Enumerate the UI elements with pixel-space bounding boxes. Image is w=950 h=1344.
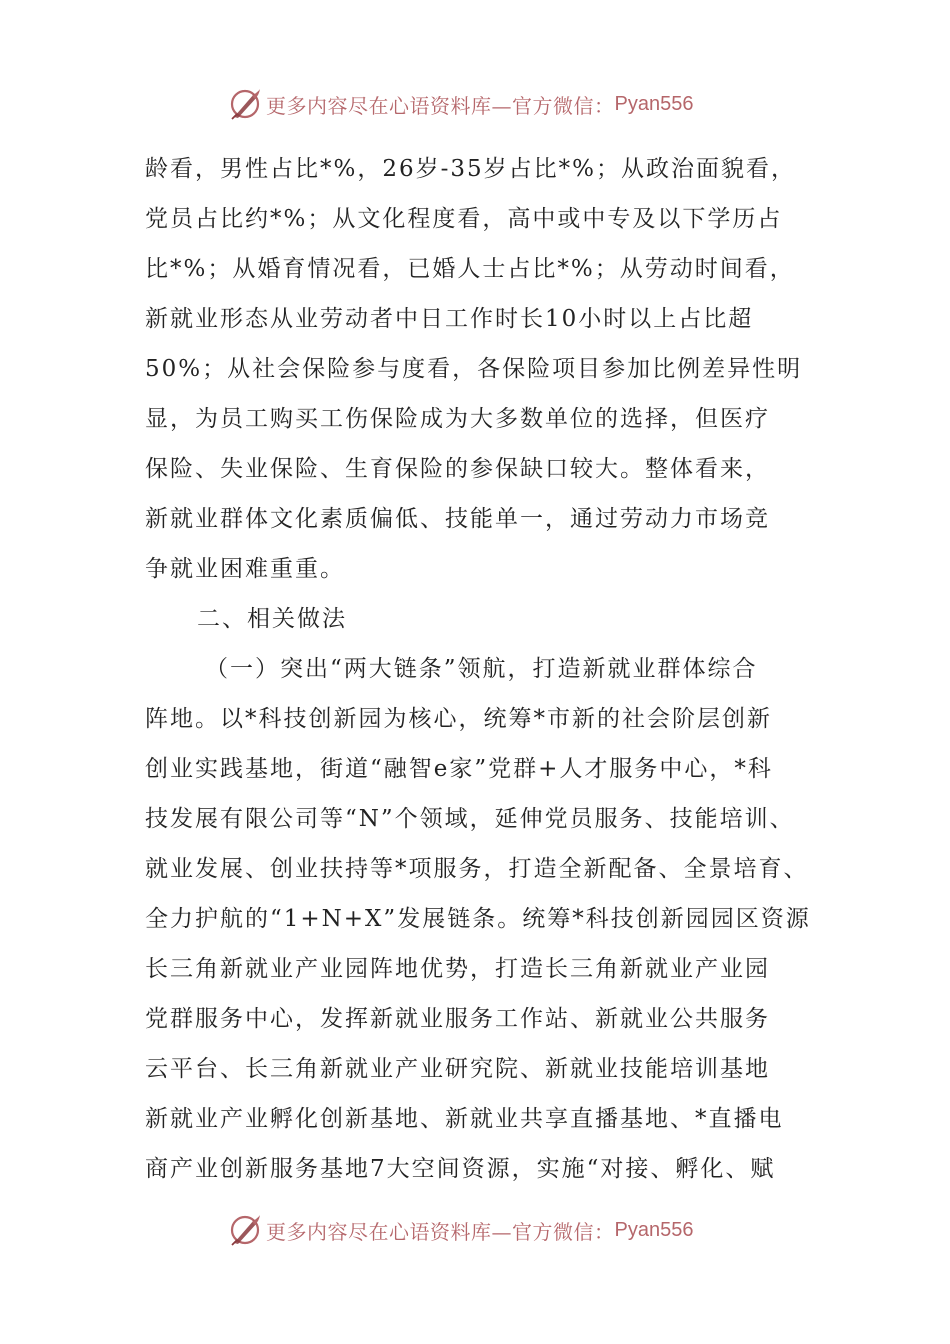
watermark-wechat-id: Pyan556: [614, 92, 694, 115]
text-line: 50%；从社会保险参与度看，各保险项目参加比例差异性明: [145, 356, 803, 382]
text-line: 技发展有限公司等“N”个领域，延伸党员服务、技能培训、: [145, 806, 795, 832]
text-line: 新就业群体文化素质偏低、技能单一，通过劳动力市场竞: [145, 506, 770, 532]
text-line: 党员占比约*%；从文化程度看，高中或中专及以下学历占: [145, 206, 783, 232]
watermark-text: 更多内容尽在心语资料库—官方微信：: [266, 93, 615, 118]
text-line: 龄看，男性占比*%，26岁-35岁占比*%；从政治面貌看，: [145, 156, 797, 182]
watermark-header: [228, 84, 693, 124]
text-line: 党群服务中心，发挥新就业服务工作站、新就业公共服务: [145, 1006, 770, 1032]
text-line: 阵地。以*科技创新园为核心，统筹*市新的社会阶层创新: [145, 706, 772, 732]
watermark-text: 更多内容尽在心语资料库—官方微信：: [266, 1219, 615, 1244]
text-line: 争就业困难重重。: [145, 556, 345, 582]
quill-pen-logo-icon: [228, 87, 262, 121]
text-line: 比*%；从婚育情况看，已婚人士占比*%；从劳动时间看，: [145, 256, 795, 282]
document-body: [145, 144, 825, 1244]
text-line: 云平台、长三角新就业产业研究院、新就业技能培训基地: [145, 1056, 770, 1082]
text-line: 新就业形态从业劳动者中日工作时长10小时以上占比超: [145, 306, 754, 332]
text-line: 显，为员工购买工伤保险成为大多数单位的选择，但医疗: [145, 406, 770, 432]
text-line: 创业实践基地，街道“融智e家”党群+人才服务中心，*科: [145, 756, 773, 782]
subsection-heading: （一）突出“两大链条”领航，打造新就业群体综合: [205, 656, 758, 682]
text-line: 全力护航的“1+N+X”发展链条。统筹*科技创新园园区资源: [145, 906, 811, 932]
watermark-footer: [228, 1210, 693, 1250]
text-line: 商产业创新服务基地7大空间资源，实施“对接、孵化、赋: [145, 1156, 776, 1182]
section-heading: 二、相关做法: [197, 606, 347, 632]
watermark-wechat-id: Pyan556: [614, 1218, 694, 1241]
text-line: 保险、失业保险、生育保险的参保缺口较大。整体看来，: [145, 456, 770, 482]
text-line: 长三角新就业产业园阵地优势，打造长三角新就业产业园: [145, 956, 770, 982]
text-line: 新就业产业孵化创新基地、新就业共享直播基地、*直播电: [145, 1106, 784, 1132]
text-line: 就业发展、创业扶持等*项服务，打造全新配备、全景培育、: [145, 856, 809, 882]
quill-pen-logo-icon: [228, 1213, 262, 1247]
